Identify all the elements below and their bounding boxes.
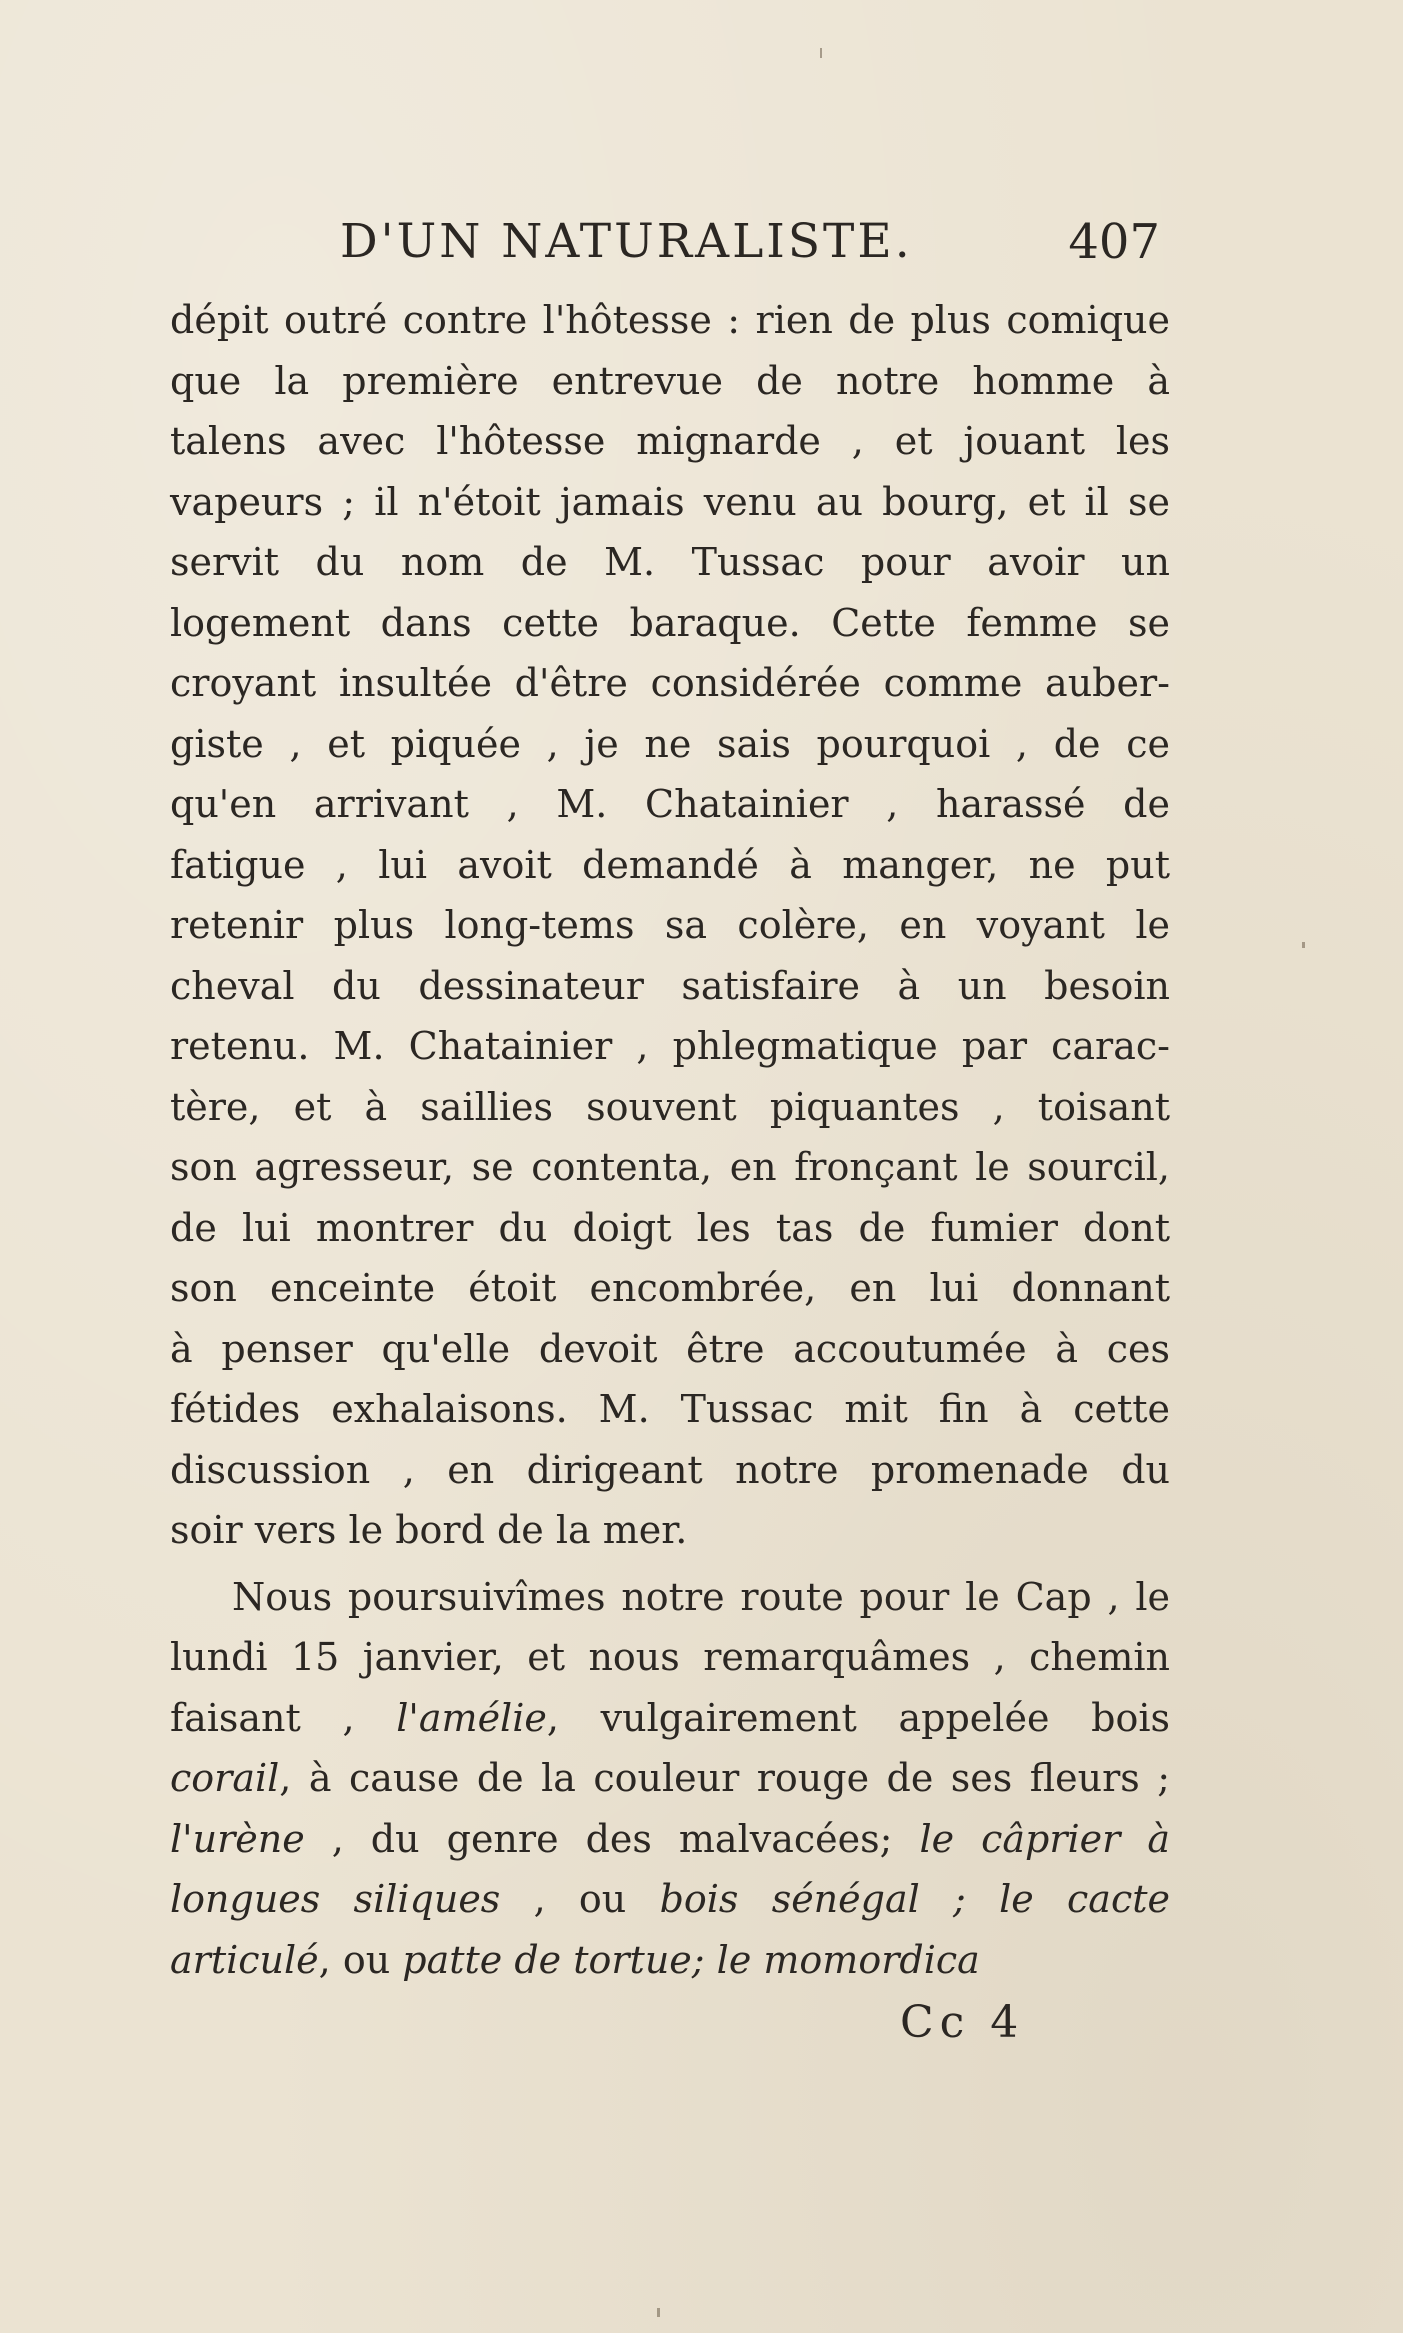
text-segment: lundi 15 janvier, et nous remarquâmes , chemin [170, 1635, 1170, 1679]
text-segment: Nous poursuivîmes notre route pour le Cap , le [232, 1574, 1170, 1619]
text-line [170, 1016, 1170, 1077]
text-segment: fétides exhalaisons. M. Tussac mit fin à cette [170, 1387, 1170, 1431]
text-line [170, 1319, 1170, 1380]
text-segment: , du genre des malvacées; [304, 1816, 920, 1861]
running-head [170, 200, 1170, 290]
text-segment: talens avec l'hôtesse mignarde , et jouant les [170, 419, 1170, 463]
text-segment: giste , et piquée , je ne sais pourquoi , de ce [170, 721, 1170, 766]
text-line [170, 1688, 1170, 1749]
text-segment: logement dans cette baraque. Cette femme se [170, 600, 1170, 645]
text-line [170, 1869, 1170, 1930]
paper-fleck [657, 2308, 660, 2317]
text-segment: faisant , [170, 1695, 397, 1740]
text-segment: son enceinte étoit encombrée, en lui donnant [170, 1266, 1170, 1310]
italic-segment: l'urène [170, 1816, 305, 1861]
text-segment: , ou [318, 1937, 403, 1982]
text-line [170, 411, 1170, 472]
text-line [170, 1258, 1170, 1319]
text-segment: discussion , en dirigeant notre promenade du [170, 1447, 1170, 1492]
paper-fleck [820, 48, 822, 58]
text-line [170, 1500, 1170, 1561]
text-block [170, 200, 1170, 1990]
text-line [170, 593, 1170, 654]
text-line [170, 1137, 1170, 1198]
text-segment: cheval du dessinateur satisfaire à un besoin [170, 963, 1170, 1008]
text-segment: , vulgairement appelée bois [546, 1695, 1170, 1740]
text-line [170, 1440, 1170, 1501]
text-line [170, 1379, 1170, 1440]
text-line [170, 653, 1170, 714]
text-segment: retenu. M. Chatainier , phlegmatique par carac- [170, 1024, 1170, 1068]
text-line [170, 1930, 1170, 1991]
text-segment: tère, et à saillies souvent piquantes , toisant [170, 1084, 1170, 1129]
italic-segment: l'amélie [396, 1695, 547, 1740]
italic-segment: bois sénégal ; le cacte [659, 1877, 1171, 1921]
text-segment: fatigue , lui avoit demandé à manger, ne put [170, 842, 1170, 887]
text-line [170, 1198, 1170, 1259]
text-segment: qu'en arrivant , M. Chatainier , harassé de [170, 782, 1170, 826]
text-line [170, 956, 1170, 1017]
text-segment: son agresseur, se contenta, en fronçant le sourcil, [170, 1145, 1170, 1189]
italic-segment: articulé [170, 1937, 319, 1982]
text-line [170, 1809, 1170, 1870]
italic-segment: patte de tortue; le momordica [402, 1937, 980, 1982]
text-line [170, 1077, 1170, 1138]
text-segment: , ou [500, 1877, 660, 1921]
text-segment: servit du nom de M. Tussac pour avoir un [170, 540, 1170, 584]
italic-segment: longues siliques [170, 1877, 501, 1921]
text-line [170, 290, 1170, 351]
text-line [170, 895, 1170, 956]
text-segment: soir vers le bord de la mer. [170, 1508, 688, 1552]
text-segment: , à cause de la couleur rouge de ses fleurs ; [279, 1756, 1170, 1800]
text-segment: vapeurs ; il n'étoit jamais venu au bourg, et il se [170, 479, 1170, 524]
text-line [170, 774, 1170, 835]
text-segment: retenir plus long-tems sa colère, en voyant le [170, 903, 1170, 947]
text-line [170, 351, 1170, 412]
text-line [170, 472, 1170, 533]
text-segment: à penser qu'elle devoit être accoutumée à ces [170, 1326, 1170, 1371]
text-segment: croyant insultée d'être considérée comme auber- [170, 661, 1170, 705]
italic-segment: corail [170, 1756, 280, 1800]
text-line [170, 835, 1170, 896]
signature-mark: Cc 4 [900, 1997, 1025, 2048]
text-segment: dépit outré contre l'hôtesse : rien de plus comique [170, 298, 1170, 342]
running-head-title: D'UN NATURALISTE. [340, 214, 913, 269]
page-number: 407 [1068, 214, 1160, 270]
text-line [170, 1748, 1170, 1809]
paper-fleck [1302, 942, 1305, 948]
italic-segment: le câprier à [919, 1816, 1170, 1861]
text-line [170, 714, 1170, 775]
text-line [170, 1567, 1170, 1628]
text-line [170, 1627, 1170, 1688]
text-segment: que la première entrevue de notre homme à [170, 358, 1170, 403]
text-segment: de lui montrer du doigt les tas de fumier dont [170, 1205, 1170, 1250]
text-line [170, 532, 1170, 593]
body-text [170, 290, 1170, 1990]
